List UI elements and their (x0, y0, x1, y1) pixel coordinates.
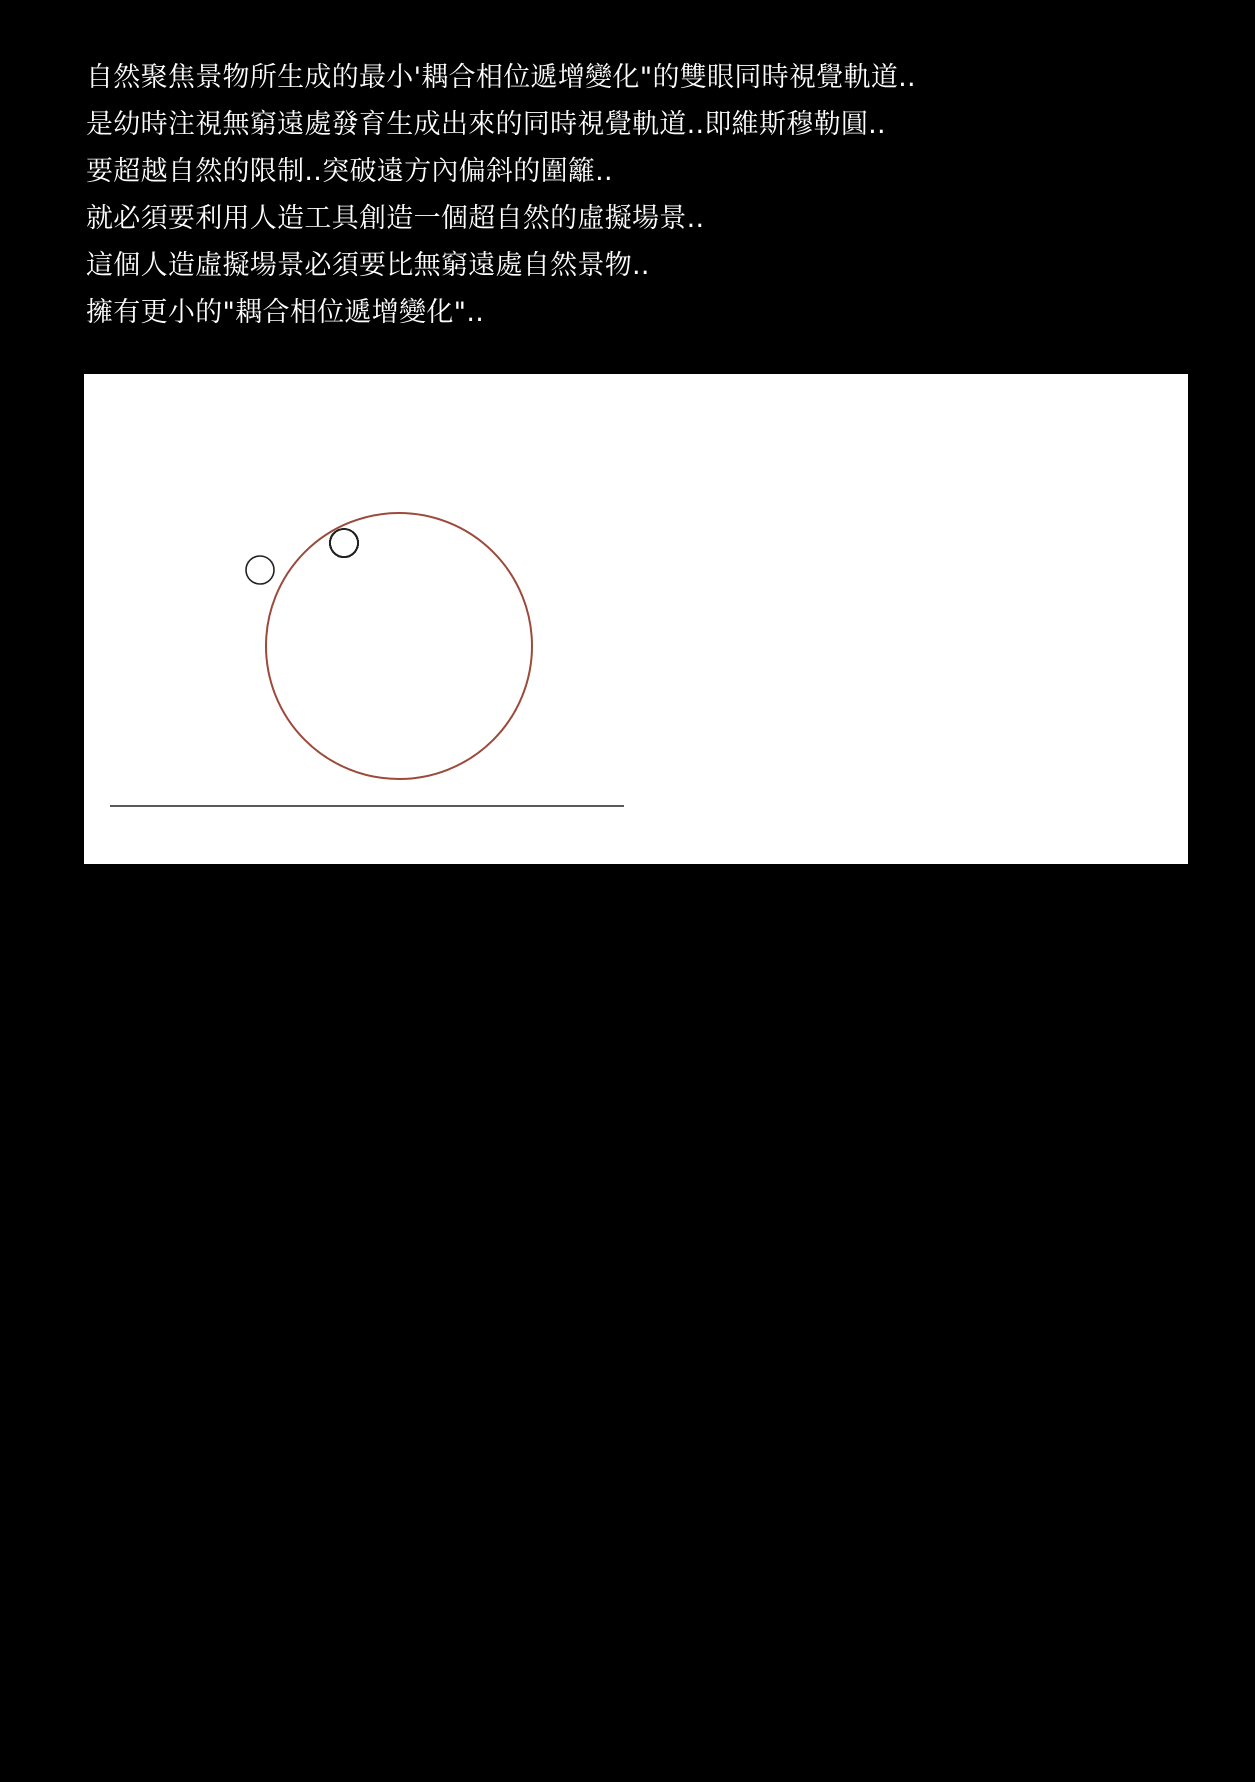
vieth-muller-circle-left (266, 513, 532, 779)
intro-line: 擁有更小的"耦合相位遞增變化".. (86, 297, 485, 328)
intro-line: 自然聚焦景物所生成的最小'耦合相位遞增變化"的雙眼同時視覺軌道.. (86, 62, 916, 93)
intro-line: 要超越自然的限制..突破遠方內偏斜的圍籬.. (86, 156, 613, 187)
horopter-comparison-figure (84, 374, 1188, 864)
fixation-ring (330, 529, 358, 557)
intro-line: 就必須要利用人造工具創造一個超自然的虛擬場景.. (86, 203, 705, 234)
fixation-ring (246, 556, 274, 584)
intro-paragraph (86, 54, 916, 336)
intro-line: 是幼時注視無窮遠處發育生成出來的同時視覺軌道..即維斯穆勒圓.. (86, 109, 886, 140)
horopter-comparison-svg (84, 374, 1188, 864)
intro-line: 這個人造虛擬場景必須要比無窮遠處自然景物.. (86, 250, 650, 281)
